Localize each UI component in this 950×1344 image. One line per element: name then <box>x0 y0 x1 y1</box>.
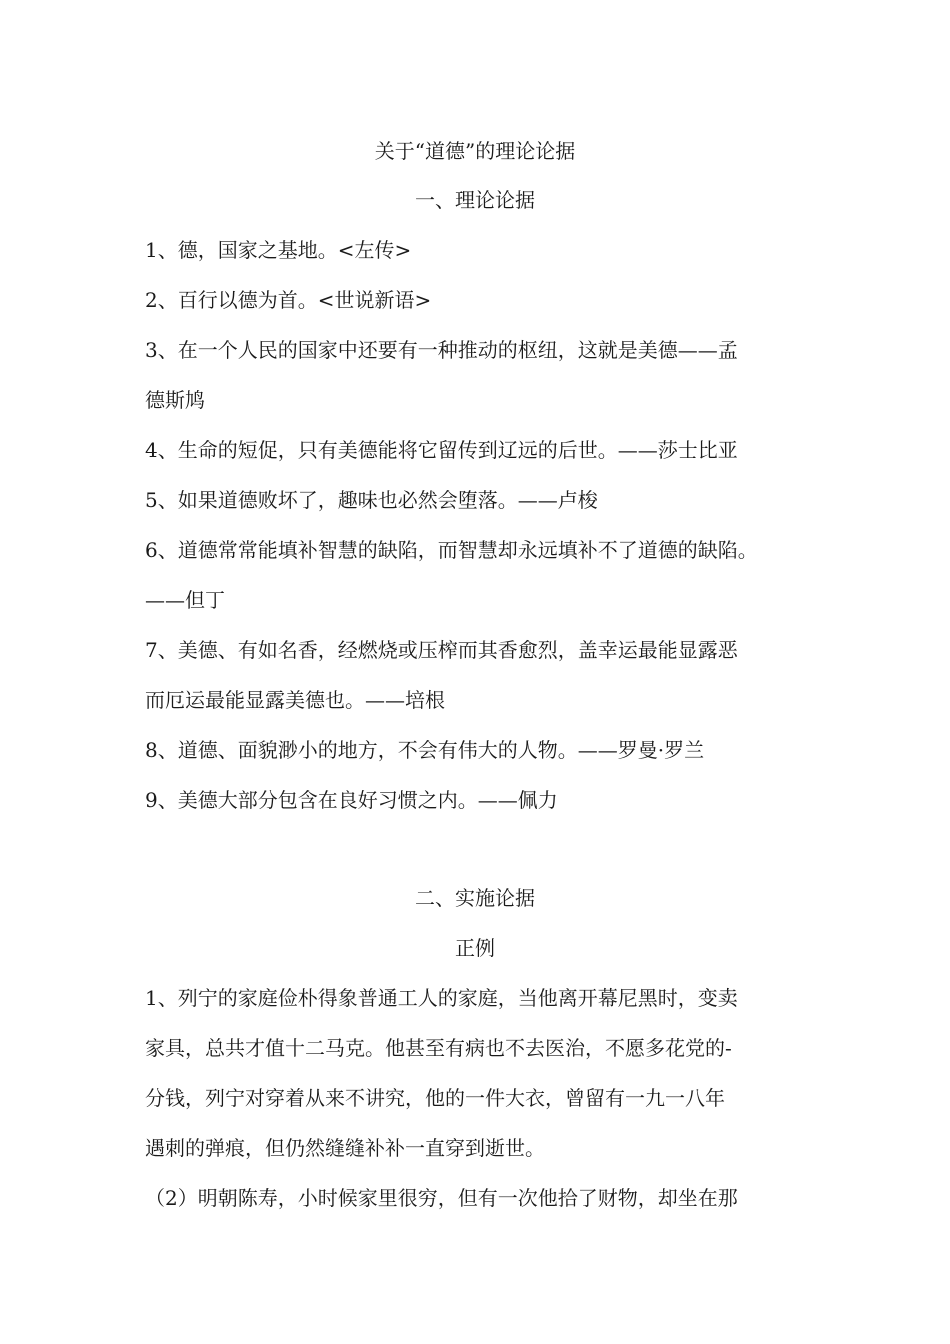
paragraph-line: 2、百行以德为首。<世说新语> <box>145 288 432 312</box>
paragraph-line: 1、列宁的家庭俭朴得象普通工人的家庭，当他离开幕尼黑时，变卖 <box>145 986 738 1010</box>
paragraph-line: 1、德，国家之基地。<左传> <box>145 238 412 262</box>
document-title: 关于“道德”的理论论据 <box>374 139 576 163</box>
paragraph-line: ——但丁 <box>145 588 225 612</box>
paragraph-line: 而厄运最能显露美德也。——培根 <box>145 688 445 712</box>
paragraph-line: （2）明朝陈寿，小时候家里很穷，但有一次他拾了财物，却坐在那 <box>145 1186 738 1210</box>
section-heading-theory: 一、理论论据 <box>415 188 535 212</box>
section-heading-practice: 二、实施论据 <box>415 886 535 910</box>
paragraph-line: 8、道德、面貌渺小的地方，不会有伟大的人物。——罗曼·罗兰 <box>145 738 705 762</box>
paragraph-line: 3、在一个人民的国家中还要有一种推动的枢纽，这就是美德——孟 <box>145 338 738 362</box>
paragraph-line: 9、美德大部分包含在良好习惯之内。——佩力 <box>145 788 558 812</box>
paragraph-line: 5、如果道德败坏了，趣味也必然会堕落。——卢梭 <box>145 488 598 512</box>
paragraph-line: 7、美德、有如名香，经燃烧或压榨而其香愈烈，盖幸运最能显露恶 <box>145 638 738 662</box>
paragraph-line: 家具，总共才值十二马克。他甚至有病也不去医治，不愿多花党的- <box>145 1036 732 1060</box>
paragraph-line: 德斯鸠 <box>145 388 205 412</box>
paragraph-line: 6、道德常常能填补智慧的缺陷，而智慧却永远填补不了道德的缺陷。 <box>145 538 758 562</box>
paragraph-line: 4、生命的短促，只有美德能将它留传到辽远的后世。——莎士比亚 <box>145 438 738 462</box>
subheading-positive-examples: 正例 <box>455 936 495 960</box>
paragraph-line: 分钱，列宁对穿着从来不讲究，他的一件大衣，曾留有一九一八年 <box>145 1086 725 1110</box>
paragraph-line: 遇刺的弹痕，但仍然缝缝补补一直穿到逝世。 <box>145 1136 545 1160</box>
